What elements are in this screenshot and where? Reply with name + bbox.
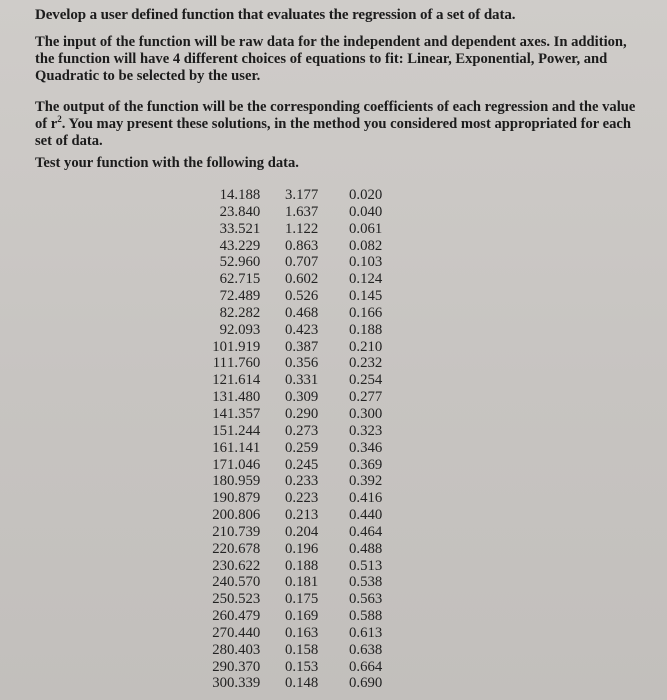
column-1-value: 1.614 [227, 372, 261, 389]
table-row [205, 574, 382, 591]
test-instruction-paragraph: Test your function with the following data. [35, 155, 299, 171]
table-row [205, 659, 382, 676]
column-2-value: 0.169 [285, 608, 319, 625]
table-row [205, 558, 382, 575]
column-3-value: 0.690 [349, 675, 383, 692]
column-1-value: 0.959 [227, 473, 261, 490]
table-row [205, 389, 382, 406]
column-3-value: 0.232 [349, 355, 383, 372]
table-row [205, 355, 382, 372]
document-heading: Develop a user defined function that evaluates the regression of a set of data. [35, 7, 516, 23]
row-index: 21 [212, 523, 227, 540]
row-index: 24 [212, 574, 227, 591]
row-index: 6 [219, 271, 227, 288]
column-3-value: 0.416 [349, 490, 383, 507]
column-1-value: 1.046 [227, 456, 261, 473]
column-3-value: 0.369 [349, 456, 383, 473]
column-2-value: 0.204 [285, 523, 319, 540]
row-index: 17 [212, 456, 227, 473]
row-index: 12 [212, 372, 227, 389]
column-2-value: 0.153 [285, 658, 319, 675]
column-2-value: 0.387 [285, 338, 319, 355]
output-description-text-continued: . You may present these solutions, in the method you considered most appropriated for each set of data. [35, 116, 631, 149]
column-1-value: 2.282 [227, 304, 261, 321]
column-1-value: 1.141 [227, 439, 261, 456]
row-index: 10 [212, 338, 227, 355]
column-3-value: 0.588 [349, 608, 383, 625]
table-row [205, 187, 382, 204]
column-1-value: 3.521 [227, 220, 261, 237]
column-3-value: 0.392 [349, 473, 383, 490]
row-index: 16 [212, 439, 227, 456]
column-1-value: 3.229 [227, 237, 261, 254]
row-index: 23 [212, 557, 227, 574]
table-row [205, 440, 382, 457]
table-row [205, 221, 382, 238]
column-2-value: 0.245 [285, 456, 319, 473]
column-1-value: 0.339 [227, 675, 261, 692]
column-3-value: 0.040 [349, 203, 383, 220]
row-index: 9 [219, 321, 227, 338]
table-row [205, 288, 382, 305]
output-description-paragraph [35, 99, 645, 150]
column-1-value: 0.678 [227, 540, 261, 557]
column-1-value: 2.489 [227, 288, 261, 305]
column-1-value: 0.806 [227, 507, 261, 524]
column-1-value: 0.523 [227, 591, 261, 608]
row-index: 18 [212, 473, 227, 490]
table-row [205, 608, 382, 625]
column-1-value: 2.715 [227, 271, 261, 288]
column-2-value: 0.181 [285, 574, 319, 591]
column-1-value: 0.440 [227, 624, 261, 641]
row-index: 4 [219, 237, 227, 254]
table-row [205, 372, 382, 389]
column-1-value: 2.093 [227, 321, 261, 338]
column-3-value: 0.020 [349, 187, 383, 203]
column-3-value: 0.563 [349, 591, 383, 608]
column-2-value: 0.356 [285, 355, 319, 372]
column-3-value: 0.124 [349, 271, 383, 288]
column-2-value: 0.213 [285, 507, 319, 524]
column-3-value: 0.464 [349, 523, 383, 540]
column-1-value: 0.479 [227, 608, 261, 625]
column-3-value: 0.188 [349, 321, 383, 338]
row-index: 19 [212, 490, 227, 507]
column-1-value: 3.840 [227, 203, 261, 220]
test-data-table [205, 187, 382, 692]
column-2-value: 0.602 [285, 271, 319, 288]
column-2-value: 0.259 [285, 439, 319, 456]
column-2-value: 0.526 [285, 288, 319, 305]
table-row [205, 524, 382, 541]
row-index: 1 [219, 187, 227, 203]
column-2-value: 0.468 [285, 304, 319, 321]
column-3-value: 0.346 [349, 439, 383, 456]
table-row [205, 254, 382, 271]
column-3-value: 0.082 [349, 237, 383, 254]
column-3-value: 0.103 [349, 254, 383, 271]
row-index: 27 [212, 624, 227, 641]
output-description-text: The output of the function will be the corresponding coefficients of each regression and the value of r [35, 99, 636, 132]
column-3-value: 0.145 [349, 288, 383, 305]
row-index: 14 [212, 405, 227, 422]
column-1-value: 0.739 [227, 523, 261, 540]
table-row [205, 457, 382, 474]
row-index: 5 [219, 254, 227, 271]
row-index: 11 [212, 355, 227, 372]
table-row [205, 305, 382, 322]
row-index: 13 [212, 389, 227, 406]
column-2-value: 0.148 [285, 675, 319, 692]
column-1-value: 0.570 [227, 574, 261, 591]
table-row [205, 541, 382, 558]
row-index: 3 [219, 220, 227, 237]
column-2-value: 0.233 [285, 473, 319, 490]
column-3-value: 0.638 [349, 641, 383, 658]
column-2-value: 0.309 [285, 389, 319, 406]
table-row [205, 238, 382, 255]
column-2-value: 1.122 [285, 220, 319, 237]
column-1-value: 4.188 [227, 187, 261, 203]
column-2-value: 0.331 [285, 372, 319, 389]
column-3-value: 0.166 [349, 304, 383, 321]
row-index: 2 [219, 203, 227, 220]
row-index: 26 [212, 608, 227, 625]
column-3-value: 0.254 [349, 372, 383, 389]
row-index: 8 [219, 304, 227, 321]
row-index: 15 [212, 422, 227, 439]
column-3-value: 0.061 [349, 220, 383, 237]
table-row [205, 591, 382, 608]
table-row [205, 339, 382, 356]
column-1-value: 0.370 [227, 658, 261, 675]
column-2-value: 0.223 [285, 490, 319, 507]
column-2-value: 0.707 [285, 254, 319, 271]
table-row [205, 271, 382, 288]
column-1-value: 0.622 [227, 557, 261, 574]
table-row [205, 642, 382, 659]
column-1-value: 1.244 [227, 422, 261, 439]
table-row [205, 406, 382, 423]
column-2-value: 0.273 [285, 422, 319, 439]
column-3-value: 0.300 [349, 405, 383, 422]
table-row [205, 423, 382, 440]
column-1-value: 0.403 [227, 641, 261, 658]
table-row [205, 204, 382, 221]
column-3-value: 0.513 [349, 557, 383, 574]
column-1-value: 1.480 [227, 389, 261, 406]
table-row [205, 322, 382, 339]
row-index: 30 [212, 675, 227, 692]
row-index: 28 [212, 641, 227, 658]
column-3-value: 0.210 [349, 338, 383, 355]
column-2-value: 0.290 [285, 405, 319, 422]
column-3-value: 0.538 [349, 574, 383, 591]
column-1-value: 0.879 [227, 490, 261, 507]
column-1-value: 1.919 [227, 338, 261, 355]
column-3-value: 0.664 [349, 658, 383, 675]
column-3-value: 0.323 [349, 422, 383, 439]
column-1-value: 1.357 [227, 405, 261, 422]
table-row [205, 625, 382, 642]
column-2-value: 0.163 [285, 624, 319, 641]
column-2-value: 0.863 [285, 237, 319, 254]
row-index: 29 [212, 658, 227, 675]
column-3-value: 0.440 [349, 507, 383, 524]
row-index: 25 [212, 591, 227, 608]
r-squared-superscript: 2 [57, 114, 62, 125]
table-row [205, 675, 382, 692]
column-3-value: 0.488 [349, 540, 383, 557]
input-description-paragraph: The input of the function will be raw data for the independent and dependent axes. In addition, the function will have 4 different choices of equations to fit: Linear, Exponential, Power, and Quadratic to be selected by the user. [35, 34, 627, 84]
column-1-value: 1.760 [227, 355, 261, 372]
column-2-value: 0.188 [285, 557, 319, 574]
column-2-value: 1.637 [285, 203, 319, 220]
table-row [205, 473, 382, 490]
row-index: 7 [219, 288, 227, 305]
column-3-value: 0.277 [349, 389, 383, 406]
test-data-table-body [205, 187, 382, 692]
row-index: 20 [212, 507, 227, 524]
column-2-value: 3.177 [285, 187, 319, 203]
column-2-value: 0.196 [285, 540, 319, 557]
column-1-value: 2.960 [227, 254, 261, 271]
table-row [205, 507, 382, 524]
column-2-value: 0.175 [285, 591, 319, 608]
table-row [205, 490, 382, 507]
column-2-value: 0.423 [285, 321, 319, 338]
row-index: 22 [212, 540, 227, 557]
column-2-value: 0.158 [285, 641, 319, 658]
column-3-value: 0.613 [349, 624, 383, 641]
